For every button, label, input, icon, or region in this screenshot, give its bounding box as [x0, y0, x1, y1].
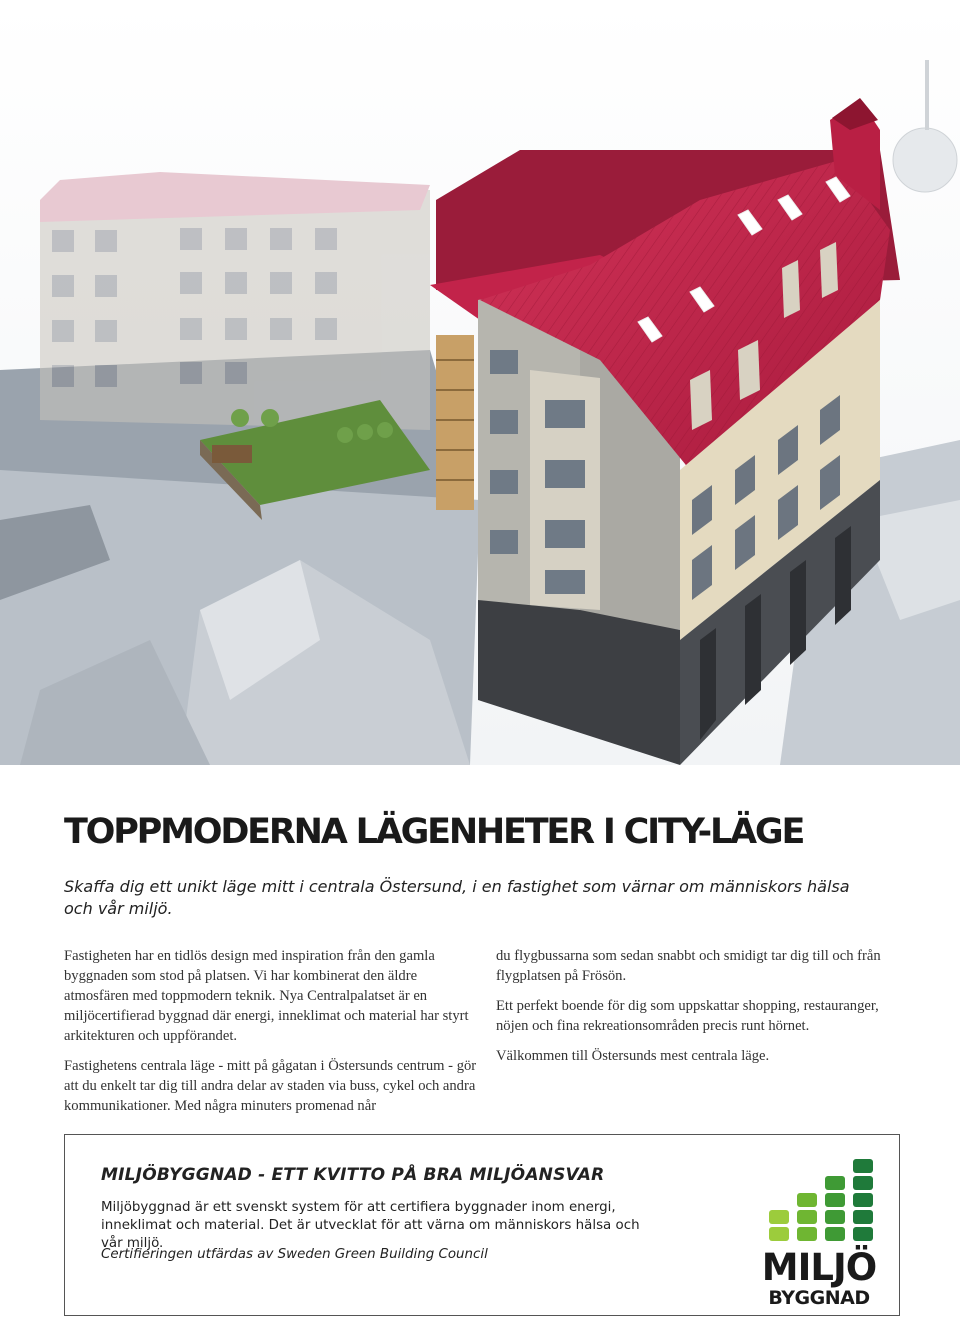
body-paragraph: du flygbussarna som sedan snabbt och smidigt tar dig till och från flygplatsen på Frösön. — [496, 948, 881, 984]
logo-square — [853, 1210, 873, 1224]
logo-square — [825, 1227, 845, 1241]
logo-bar-grid-icon — [757, 1157, 881, 1247]
certification-text: Miljöbyggnad är ett svenskt system för att certifiera byggnader inom energi, inneklimat och material. Det är utvecklat för att värna om människors hälsa och vår miljö. — [101, 1200, 640, 1251]
logo-square — [825, 1210, 845, 1224]
certification-box — [64, 1134, 900, 1316]
logo-line-1: MILJÖ — [761, 1246, 877, 1289]
logo-square — [825, 1176, 845, 1190]
body-paragraph: Fastighetens centrala läge - mitt på gågatan i Östersunds centrum - gör att du enkelt tar dig till andra delar av staden via buss, cykel och andra kommunikationer. Med några minuters promenad når — [64, 1058, 477, 1114]
lead-paragraph: Skaffa dig ett unikt läge mitt i centrala Östersund, i en fastighet som värnar om människors hälsa och vår miljö. — [64, 877, 850, 918]
logo-square — [853, 1176, 873, 1190]
miljobyggnad-logo — [757, 1157, 881, 1307]
certification-title: MILJÖBYGGNAD - ETT KVITTO PÅ BRA MILJÖANSVAR — [101, 1165, 605, 1185]
logo-square — [853, 1193, 873, 1207]
logo-square — [825, 1193, 845, 1207]
logo-square — [797, 1193, 817, 1207]
logo-square — [797, 1210, 817, 1224]
logo-square — [769, 1227, 789, 1241]
logo-square — [769, 1210, 789, 1224]
logo-line-2: BYGGNAD — [768, 1287, 870, 1309]
certification-credit: Certifieringen utfärdas av Sweden Green Building Council — [101, 1247, 488, 1262]
body-column-left — [64, 946, 482, 1126]
logo-square — [853, 1227, 873, 1241]
body-paragraph: Fastigheten har en tidlös design med inspiration från den gamla byggnaden som stod på platsen. Vi har kombinerat den äldre atmosfären med toppmodern teknik. Nya Centralpalatset är en miljöcertifierad byggnad där energi, inneklimat och material har styrt arkitekturen och uppförandet. — [64, 948, 469, 1044]
logo-square — [797, 1227, 817, 1241]
body-column-right — [496, 946, 890, 1076]
page-headline: TOPPMODERNA LÄGENHETER I CITY-LÄGE — [64, 812, 804, 852]
body-paragraph: Ett perfekt boende för dig som uppskattar shopping, restauranger, nöjen och fina rekreationsområden precis runt hörnet. — [496, 998, 879, 1034]
body-paragraph: Välkommen till Östersunds mest centrala läge. — [496, 1048, 770, 1064]
logo-square — [853, 1159, 873, 1173]
